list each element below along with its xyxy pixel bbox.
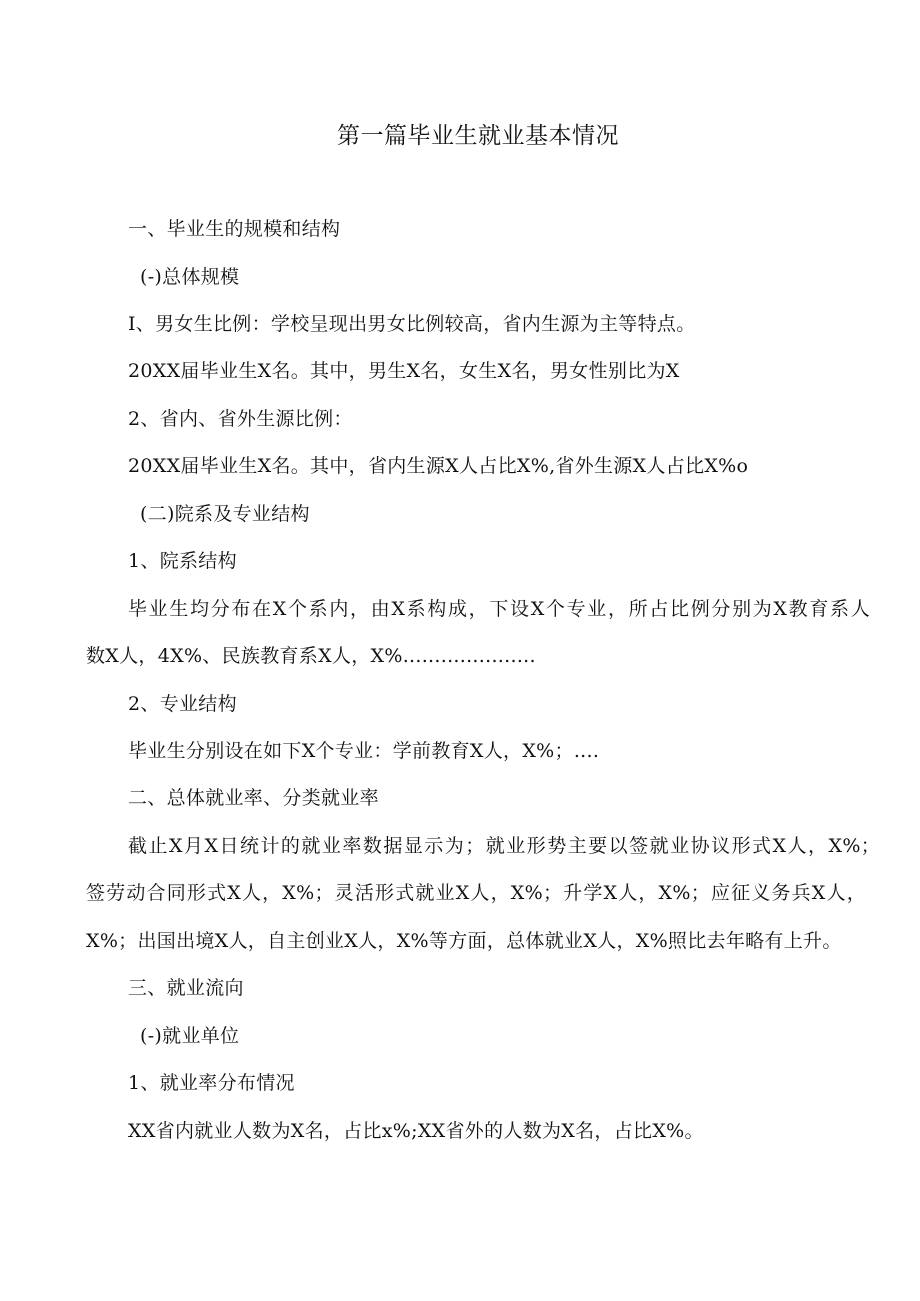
paragraph-department-structure-line2: 数X人，4X%、民族教育系X人，X%..................... xyxy=(86,645,536,667)
paragraph-origin-ratio-heading: 2、省内、省外生源比例： xyxy=(128,408,353,430)
paragraph-major-structure-heading: 2、专业结构 xyxy=(128,693,237,715)
paragraph-department-structure-heading: 1、院系结构 xyxy=(128,550,237,572)
subsection-heading-employers: (-)就业单位 xyxy=(140,1025,240,1047)
paragraph-department-structure-line1: 毕业生均分布在X个系内，由X系构成，下设X个专业，所占比例分别为X教育系人 xyxy=(128,598,870,620)
paragraph-gender-ratio-heading: I、男女生比例：学校呈现出男女比例较高，省内生源为主等特点。 xyxy=(128,313,696,335)
subsection-heading-departments: (二)院系及专业结构 xyxy=(140,503,310,525)
paragraph-distribution-heading: 1、就业率分布情况 xyxy=(128,1072,295,1094)
paragraph-employment-rate-line3: X%；出国出境X人，自主创业X人，X%等方面，总体就业X人，X%照比去年略有上升。 xyxy=(86,930,842,952)
paragraph-employment-rate-line2: 签劳动合同形式X人，X%；灵活形式就业X人，X%；升学X人，X%；应征义务兵X人， xyxy=(86,882,866,904)
section-heading-3: 三、就业流向 xyxy=(128,977,244,999)
paragraph-origin-ratio: 20XX届毕业生X名。其中，省内生源X人占比X%,省外生源X人占比X%o xyxy=(128,455,749,477)
paragraph-employment-rate-line1: 截止X月X日统计的就业率数据显示为；就业形势主要以签就业协议形式X人，X%； xyxy=(128,835,880,857)
paragraph-gender-ratio: 20XX届毕业生X名。其中，男生X名，女生X名，男女性别比为X xyxy=(128,360,680,382)
subsection-heading-overall-scale: (-)总体规模 xyxy=(140,266,240,288)
document-title: 第一篇毕业生就业基本情况 xyxy=(337,123,619,149)
paragraph-distribution: XX省内就业人数为X名，占比x%;XX省外的人数为X名，占比X%。 xyxy=(128,1120,704,1142)
section-heading-2: 二、总体就业率、分类就业率 xyxy=(128,787,379,809)
section-heading-1: 一、毕业生的规模和结构 xyxy=(128,218,341,240)
paragraph-major-structure: 毕业生分别设在如下X个专业：学前教育X人，X%；.... xyxy=(128,740,600,762)
